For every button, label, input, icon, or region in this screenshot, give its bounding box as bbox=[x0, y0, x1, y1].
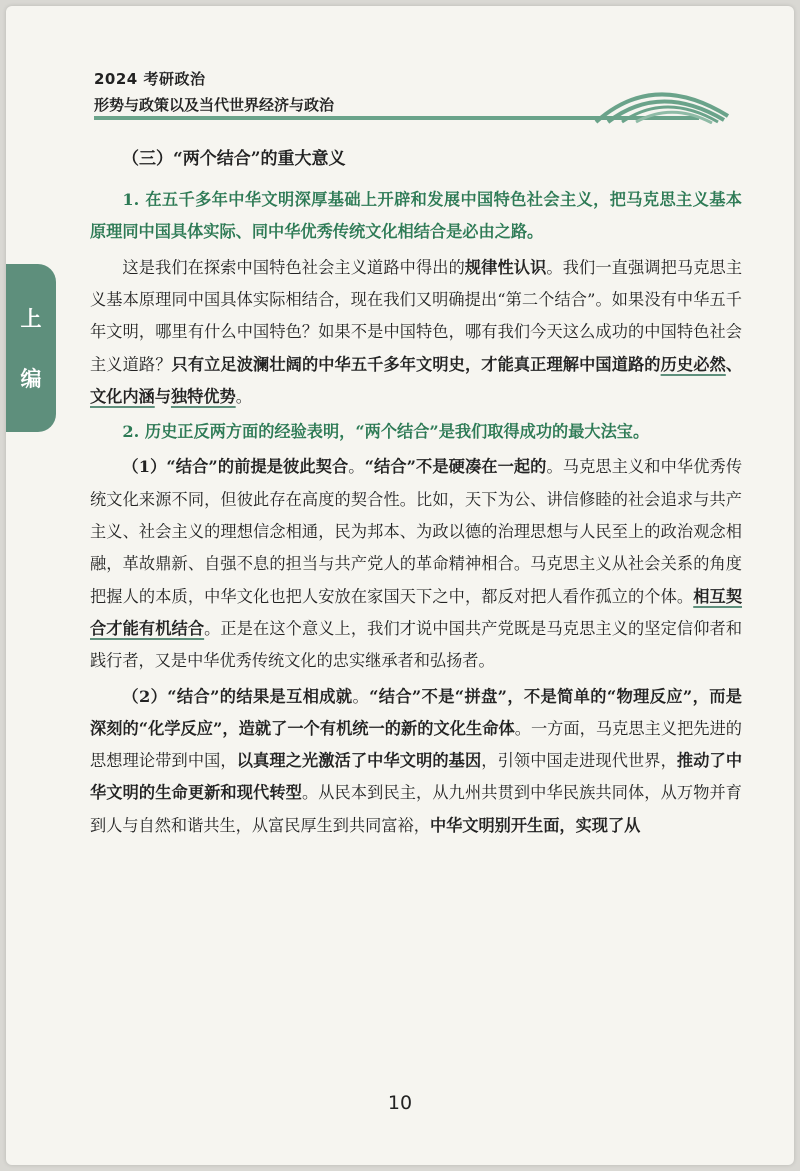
p2-bold-d: 只有立足波澜壮阔的中华五千多年文明史，才能真正理解中国道路的 bbox=[171, 354, 661, 374]
p3-text: 2. 历史正反两方面的经验表明，“两个结合”是我们取得成功的最大法宝。 bbox=[122, 422, 650, 442]
header-subtitle: 形势与政策以及当代世界经济与政治 bbox=[94, 96, 335, 114]
p5-text-f: ，引领中国走进现代世界， bbox=[481, 751, 677, 771]
p5-bold-c: “结合”不是“拼盘”，不是简单的“物理反应”，而是深刻的“化学反应”，造就了一个有机统一的新的文化生命体 bbox=[90, 686, 742, 738]
p4-bold-c: “结合”不是硬凑在一起的 bbox=[364, 457, 547, 477]
page-number: 10 bbox=[387, 1092, 413, 1114]
p2-text-a: 这是我们在探索中国特色社会主义道路中得出的 bbox=[122, 257, 465, 277]
p2-sep-1: 、 bbox=[725, 354, 743, 374]
paragraph-4 bbox=[90, 451, 742, 677]
p4-underline-e: 相互契合才能有机结合 bbox=[90, 586, 743, 638]
p1-text: 1. 在五千多年中华文明深厚基础上开辟和发展中国特色社会主义，把马克思主义基本原理同中国具体实际、同中华优秀传统文化相结合是必由之路。 bbox=[90, 190, 742, 242]
section-heading: （三）“两个结合”的重大意义 bbox=[122, 149, 346, 169]
p5-text-d: 。一方面，马克思主义把先进的思想理论带到中国， bbox=[90, 718, 742, 771]
side-tab-upper-volume bbox=[6, 264, 56, 432]
p5-bold-i: 中华文明别开生面，实现了从 bbox=[429, 815, 641, 835]
book-page bbox=[6, 6, 794, 1165]
p4-bold-a: （1）“结合”的前提是彼此契合 bbox=[122, 457, 349, 477]
p5-text-h: 。从民本到民主，从九州共贯到中华民族共同体，从万物并育到人与自然和谐共生，从富民厚生到共同富裕， bbox=[90, 783, 742, 835]
p5-bold-a: （2）“结合”的结果是互相成就 bbox=[122, 686, 353, 706]
p2-underline-cultural: 文化内涵 bbox=[90, 386, 155, 406]
p5-bold-e: 以真理之光激活了中华文明的基因 bbox=[236, 751, 482, 771]
side-tab-char-1: 上 bbox=[20, 307, 42, 331]
side-tab-char-2: 编 bbox=[20, 367, 42, 391]
p5-bold-g: 推动了中华文明的生命更新和现代转型 bbox=[90, 751, 743, 803]
p4-text-b: 。 bbox=[348, 457, 365, 477]
header-year-line: 2024 考研政治 bbox=[94, 70, 206, 88]
p2-sep-2: 与 bbox=[154, 386, 171, 406]
p2-text-c: 。我们一直强调把马克思主义基本原理同中国具体实际相结合，现在我们又明确提出“第二个结合”。如果没有中华五千年文明，哪里有什么中国特色？如果不是中国特色，哪有我们今天这么成功的中国特色社会主义道路？ bbox=[90, 257, 743, 374]
paragraph-2 bbox=[90, 252, 742, 413]
p2-bold-regularity: 规律性认识 bbox=[464, 257, 547, 277]
p2-end: 。 bbox=[235, 386, 252, 406]
p4-text-f: 。正是在这个意义上，我们才说中国共产党既是马克思主义的坚定信仰者和践行者，又是中华优秀传统文化的忠实继承者和弘扬者。 bbox=[90, 618, 743, 671]
p5-text-b: 。 bbox=[352, 686, 370, 706]
p2-underline-unique: 独特优势 bbox=[170, 386, 236, 406]
header-arc-decoration-icon bbox=[594, 76, 730, 124]
main-content bbox=[90, 148, 742, 842]
p2-underline-historical: 历史必然 bbox=[660, 354, 726, 374]
paragraph-1 bbox=[90, 184, 742, 249]
p4-text-d: 。马克思主义和中华优秀传统文化来源不同，但彼此存在高度的契合性。比如，天下为公、讲信修睦的社会追求与共产主义、社会主义的理想信念相通，民为邦本、为政以德的治理思想与人民至上的政治观念相融，革故鼎新、自强不息的担当与共产党人的革命精神相合。马克思主义从社会关系的角度把握人的本质，中华文化也把人安放在家国天下之中，都反对把人看作孤立的个体。 bbox=[90, 457, 743, 606]
paragraph-5 bbox=[90, 681, 742, 842]
paragraph-3 bbox=[90, 416, 742, 448]
